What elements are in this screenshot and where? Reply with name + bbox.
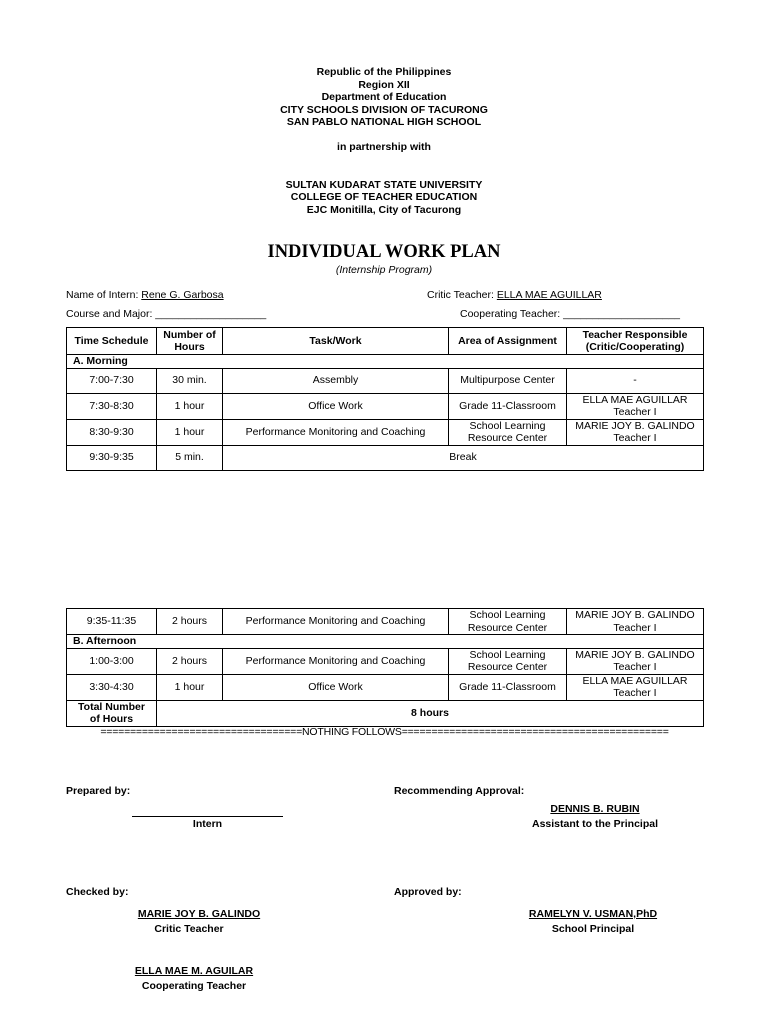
intern-name-field: [66, 289, 224, 301]
header-area-of-assignment: Area of Assignment: [449, 328, 567, 355]
work-plan-table-morning: [66, 327, 704, 471]
principal-role: School Principal: [551, 923, 635, 935]
recommending-approval-label: Recommending Approval:: [394, 785, 525, 797]
critic-teacher-name: MARIE JOY B. GALINDO: [137, 908, 261, 920]
cell-area: School Learning Resource Center: [449, 419, 567, 445]
cell-task: Office Work: [223, 393, 449, 419]
cell-hours: 1 hour: [157, 674, 223, 700]
table-header-row: [67, 328, 704, 355]
cell-teacher: ELLA MAE AGUILLAR Teacher I: [567, 674, 704, 700]
table-row: [67, 419, 704, 445]
cell-time: 1:00-3:00: [67, 648, 157, 674]
checked-by-label: Checked by:: [66, 886, 129, 898]
header-task-work: Task/Work: [223, 328, 449, 355]
cell-task: Performance Monitoring and Coaching: [223, 609, 449, 635]
cooperating-teacher-role: Cooperating Teacher: [141, 980, 247, 992]
table-row-break: [67, 445, 704, 470]
recommending-role: Assistant to the Principal: [531, 818, 659, 830]
cell-teacher: ELLA MAE AGUILLAR Teacher I: [567, 393, 704, 419]
document-subtitle: (Internship Program): [335, 264, 433, 276]
table-row: [67, 674, 704, 700]
cell-area: Grade 11-Classroom: [449, 393, 567, 419]
cooperating-teacher-value: ____________________: [563, 308, 680, 320]
cell-total-label: Total Number of Hours: [67, 700, 157, 726]
document-title: INDIVIDUAL WORK PLAN: [267, 242, 501, 262]
cell-area: School Learning Resource Center: [449, 609, 567, 635]
section-morning-row: [67, 355, 704, 369]
critic-teacher-label: Critic Teacher:: [427, 289, 494, 301]
principal-name: RAMELYN V. USMAN,PhD: [528, 908, 658, 920]
intern-role: Intern: [192, 818, 223, 830]
header-school: SAN PABLO NATIONAL HIGH SCHOOL: [286, 116, 482, 129]
cell-task: Performance Monitoring and Coaching: [223, 419, 449, 445]
cell-hours: 30 min.: [157, 368, 223, 393]
header-address: EJC Monitilla, City of Tacurong: [306, 203, 462, 216]
table-row: [67, 609, 704, 635]
section-morning-label: A. Morning: [67, 355, 704, 369]
header-department: Department of Education: [321, 91, 447, 104]
cell-task: Office Work: [223, 674, 449, 700]
cell-time: 9:30-9:35: [67, 445, 157, 470]
cell-teacher: MARIE JOY B. GALINDO Teacher I: [567, 419, 704, 445]
critic-teacher-value: ELLA MAE AGUILLAR: [496, 289, 602, 301]
cooperating-teacher-name: ELLA MAE M. AGUILAR: [134, 965, 254, 977]
cell-time: 8:30-9:30: [67, 419, 157, 445]
header-university: SULTAN KUDARAT STATE UNIVERSITY: [285, 178, 483, 191]
cell-hours: 1 hour: [157, 393, 223, 419]
table-row: [67, 393, 704, 419]
cell-break: Break: [223, 445, 704, 470]
critic-teacher-role: Critic Teacher: [154, 923, 224, 935]
cell-teacher: MARIE JOY B. GALINDO Teacher I: [567, 648, 704, 674]
cell-task: Performance Monitoring and Coaching: [223, 648, 449, 674]
course-major-field: [66, 308, 266, 320]
nothing-follows-line: ==================================NOTHING FOLLOWS=============================================: [100, 726, 669, 738]
section-afternoon-row: [67, 635, 704, 649]
header-partnership: in partnership with: [337, 140, 431, 153]
header-college: COLLEGE OF TEACHER EDUCATION: [290, 191, 478, 204]
cell-area: Grade 11-Classroom: [449, 674, 567, 700]
cell-hours: 5 min.: [157, 445, 223, 470]
header-republic: Republic of the Philippines: [316, 66, 452, 78]
cell-time: 7:30-8:30: [67, 393, 157, 419]
cell-time: 9:35-11:35: [67, 609, 157, 635]
cell-hours: 2 hours: [157, 648, 223, 674]
cell-time: 7:00-7:30: [67, 368, 157, 393]
cell-teacher: MARIE JOY B. GALINDO Teacher I: [567, 609, 704, 635]
table-row: [67, 648, 704, 674]
course-major-label: Course and Major:: [66, 308, 153, 320]
intern-signature-line: [132, 816, 283, 817]
cell-hours: 2 hours: [157, 609, 223, 635]
cooperating-teacher-field: [460, 308, 680, 320]
header-region: Region XII: [358, 78, 410, 91]
cell-hours: 1 hour: [157, 419, 223, 445]
recommending-name: DENNIS B. RUBIN: [550, 803, 640, 815]
intern-name-value: Rene G. Garbosa: [141, 289, 224, 301]
cell-area: Multipurpose Center: [449, 368, 567, 393]
cell-task: Assembly: [223, 368, 449, 393]
cell-time: 3:30-4:30: [67, 674, 157, 700]
section-afternoon-label: B. Afternoon: [67, 635, 704, 649]
header-division: CITY SCHOOLS DIVISION OF TACURONG: [280, 103, 488, 116]
approved-by-label: Approved by:: [394, 886, 462, 898]
critic-teacher-field: [427, 289, 602, 301]
header-time-schedule: Time Schedule: [67, 328, 157, 355]
course-major-value: ___________________: [155, 308, 267, 320]
prepared-by-label: Prepared by:: [66, 785, 131, 797]
cell-total-value: 8 hours: [157, 700, 704, 726]
document-header: [0, 66, 768, 216]
header-teacher-responsible: Teacher Responsible (Critic/Cooperating): [567, 328, 704, 355]
cooperating-teacher-label: Cooperating Teacher:: [460, 308, 561, 320]
cell-teacher: -: [567, 368, 704, 393]
intern-name-label: Name of Intern:: [66, 289, 139, 301]
table-row-total: [67, 700, 704, 726]
header-number-of-hours: Number of Hours: [157, 328, 223, 355]
work-plan-table-continued: [66, 608, 704, 727]
cell-area: School Learning Resource Center: [449, 648, 567, 674]
table-row: [67, 368, 704, 393]
